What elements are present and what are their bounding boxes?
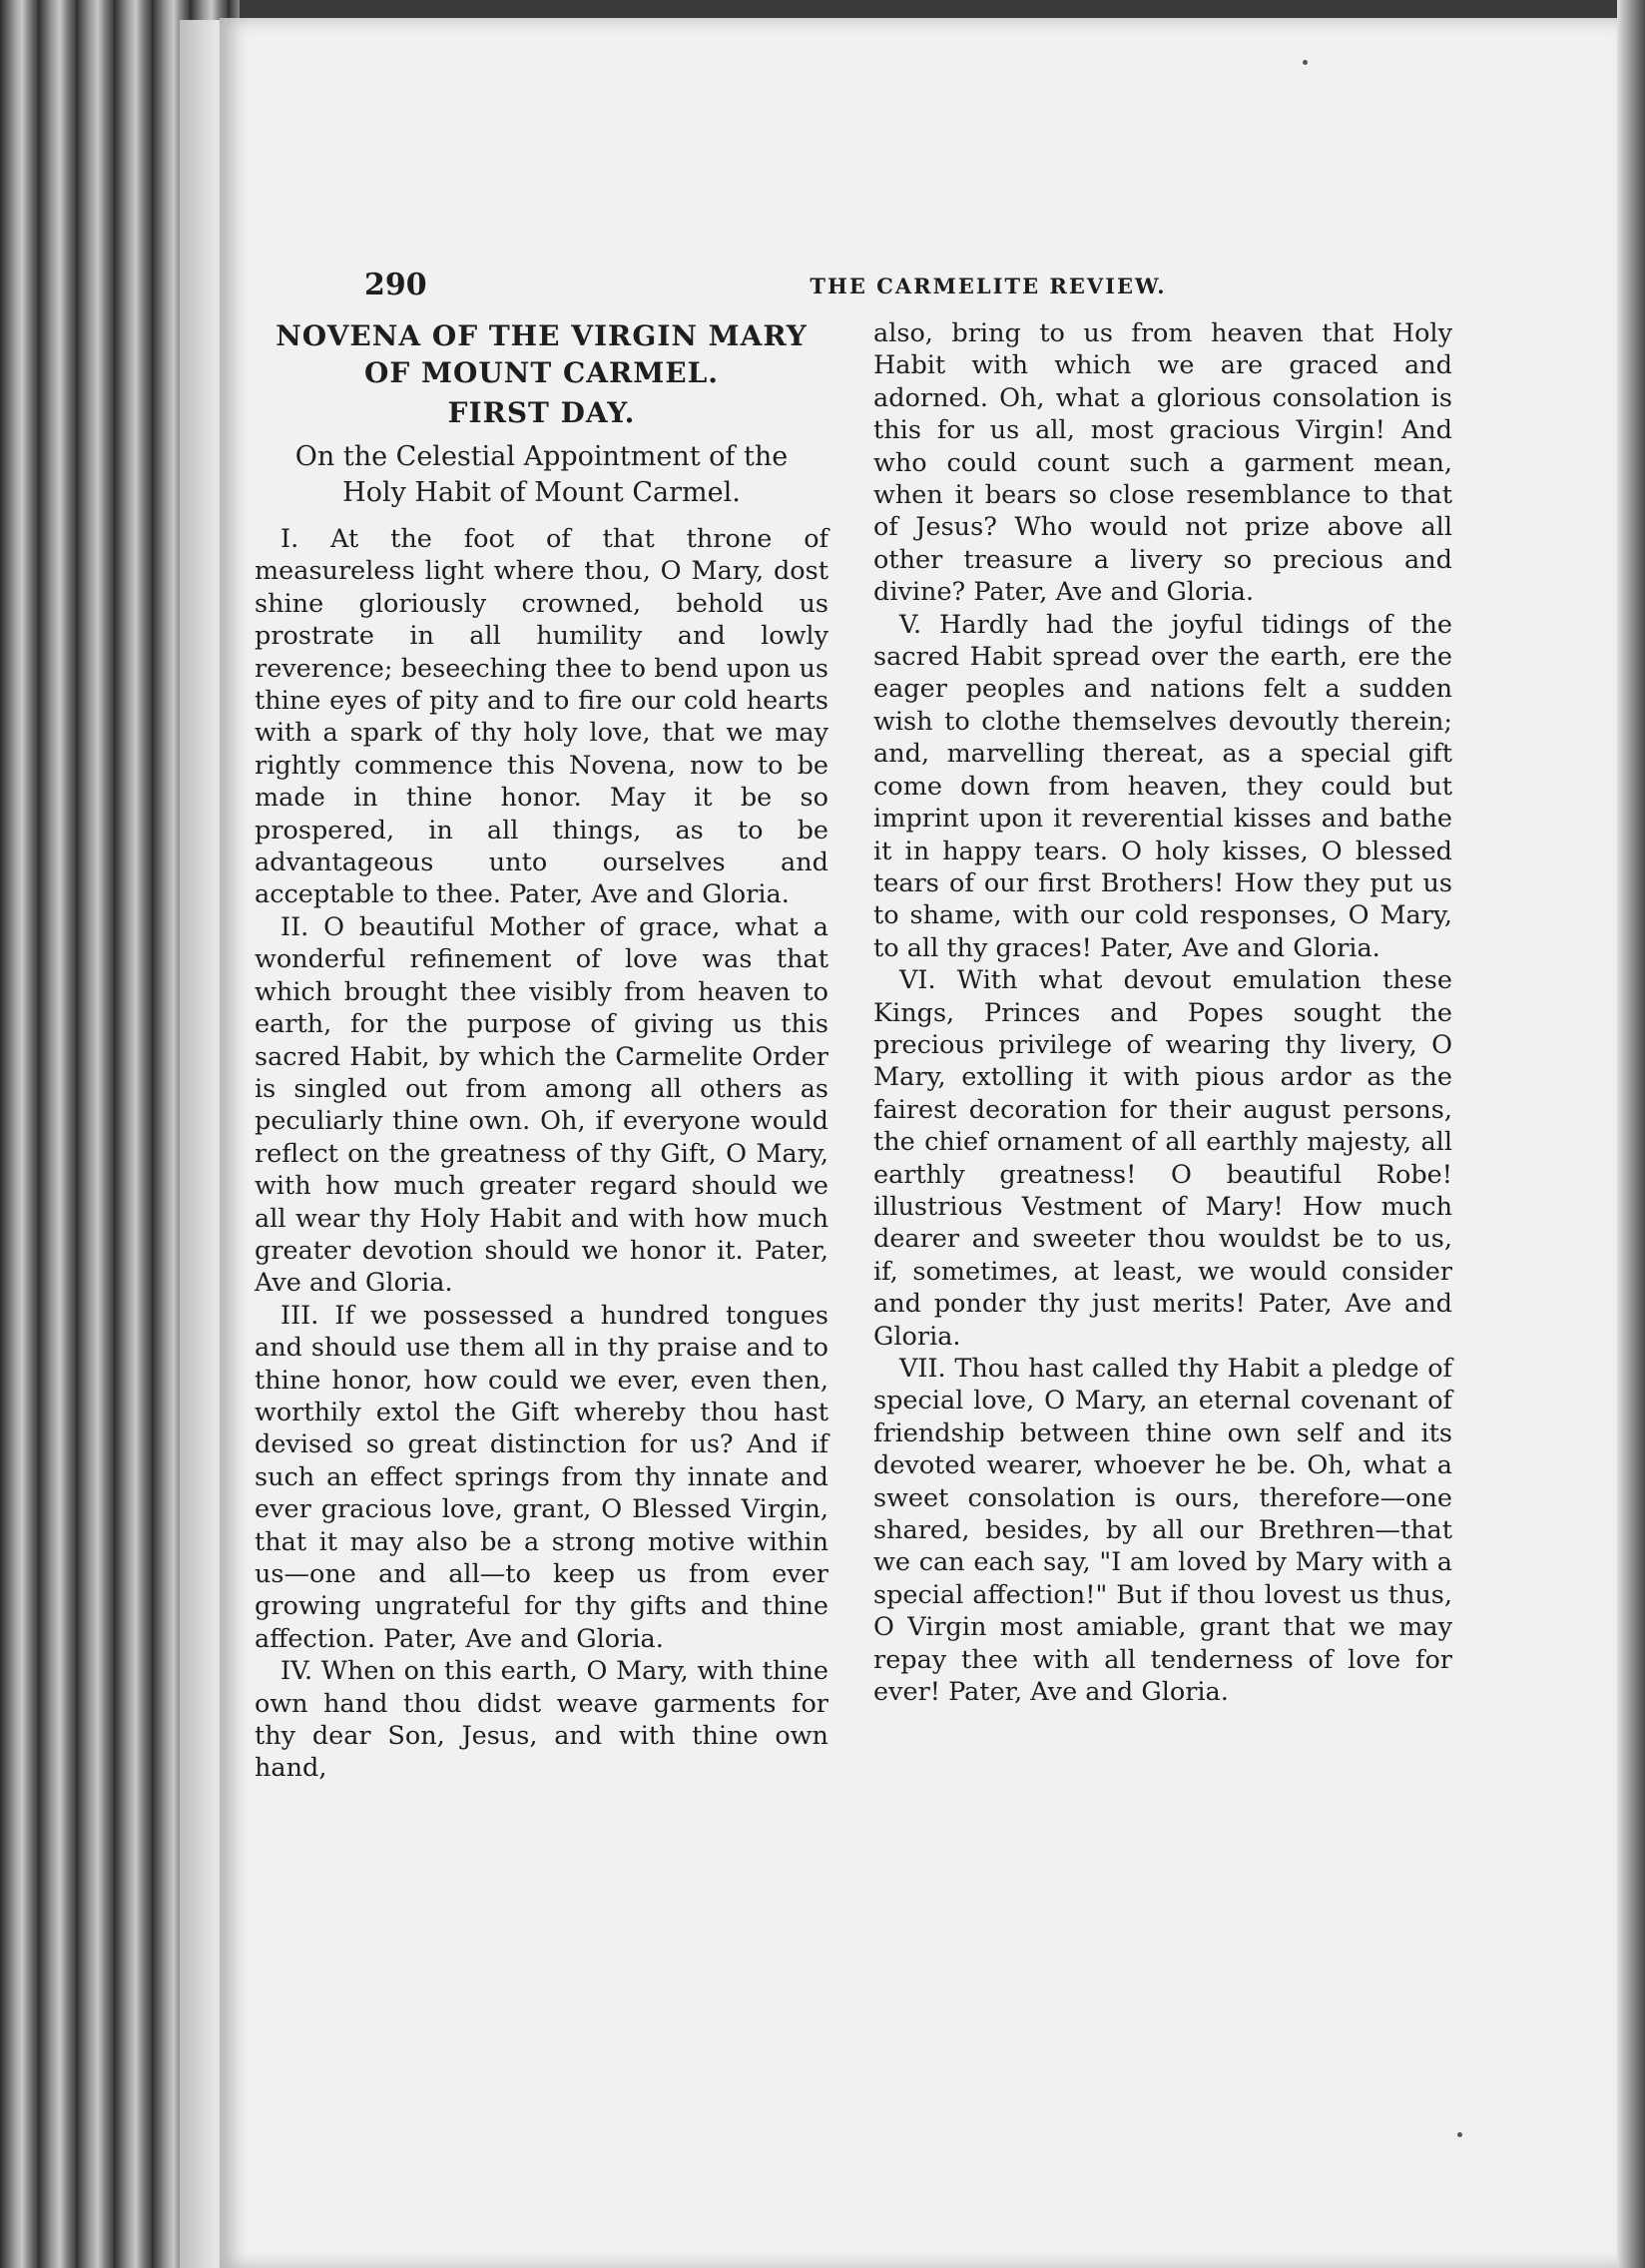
book-page — [220, 18, 1617, 2268]
book-right-edge — [1617, 0, 1645, 2268]
journal-title: THE CARMELITE REVIEW. — [810, 274, 1167, 298]
left-column — [255, 317, 828, 1785]
article-subtitle: On the Celestial Appointment of the Holy Habit of Mount Carmel. — [294, 441, 789, 508]
running-head — [364, 268, 1532, 307]
page-number: 290 — [364, 268, 427, 302]
paragraph-1: I. At the foot of that throne of measureless light where thou, O Mary, dost shine gloriously crowned, behold us prostrate in all humility and lowly reverence; beseeching thee to bend upon us thine eyes of pity and to fire our cold hearts with a spark of thy holy love, that we may rightly commence this Novena, now to be made in thine honor. May it be so prospered, in all things, as to be advantageous unto ourselves and acceptable to thee. Pater, Ave and Gloria. — [255, 524, 828, 910]
paragraph-3: III. If we possessed a hundred tongues and should use them all in thy praise and to thine honor, how could we ever, even then, worthily extol the Gift whereby thou hast devised so great distinction for us? And if such an effect springs from thy innate and ever gracious love, grant, O Blessed Virgin, that it may also be a strong motive within us—one and all—to keep us from ever growing ungrateful for thy gifts and thine affection. Pater, Ave and Gloria. — [255, 1300, 828, 1654]
right-column — [873, 317, 1452, 1708]
paragraph-4-continued: also, bring to us from heaven that Holy Habit with which we are graced and adorned. Oh, what a glorious consolation is this for us all, most gracious Virgin! And who could count such a garment mean, when it bears so close resemblance to that of Jesus? Who would not prize above all other treasure a livery so precious and divine? Pater, Ave and Gloria. — [873, 318, 1452, 608]
paragraph-5: V. Hardly had the joyful tidings of the sacred Habit spread over the earth, ere the eager peoples and nations felt a sudden wish to clothe themselves devoutly therein; and, marvelling thereat, as a special gift come down from heaven, they could but imprint upon it reverential kisses and bathe it in happy tears. O holy kisses, O blessed tears of our first Brothers! How they put us to shame, with our cold responses, O Mary, to all thy graces! Pater, Ave and Gloria. — [873, 609, 1452, 963]
day-heading: FIRST DAY. — [447, 396, 636, 429]
paragraph-6: VI. With what devout emulation these Kings, Princes and Popes sought the precious privilege of wearing thy livery, O Mary, extolling it with pious ardor as the fairest decoration for their august persons, the chief ornament of all earthly majesty, all earthly greatness! O beautiful Robe! illustrious Vestment of Mary! How much dearer and sweeter thou wouldst be to us, if, sometimes, at least, we would consider and ponder thy just merits! Pater, Ave and Gloria. — [873, 965, 1452, 1352]
paragraph-4: IV. When on this earth, O Mary, with thine own hand thou didst weave garments for thy dear Son, Jesus, and with thine own hand, — [255, 1656, 828, 1784]
paragraph-7: VII. Thou hast called thy Habit a pledge of special love, O Mary, an eternal covenant of friendship between thine own self and its devoted wearer, whoever he be. Oh, what a sweet consolation is ours, therefore—one shared, besides, by all our Brethren—that we can each say, "I am loved by Mary with a special affection!" But if thou lovest us thus, O Virgin most amiable, grant that we may repay thee with all tenderness of love for ever! Pater, Ave and Gloria. — [873, 1354, 1452, 1708]
article-title: NOVENA OF THE VIRGIN MARY OF MOUNT CARMEL. — [275, 319, 808, 389]
ink-speck — [1303, 60, 1308, 65]
ink-speck — [1457, 2132, 1462, 2137]
paragraph-2: II. O beautiful Mother of grace, what a wonderful refinement of love was that which brought thee visibly from heaven to earth, for the purpose of giving us this sacred Habit, by which the Carmelite Order is singled out from among all others as peculiarly thine own. Oh, if everyone would reflect on the greatness of thy Gift, O Mary, with how much greater regard should we all wear thy Holy Habit and with how much greater devotion should we honor it. Pater, Ave and Gloria. — [255, 911, 828, 1299]
